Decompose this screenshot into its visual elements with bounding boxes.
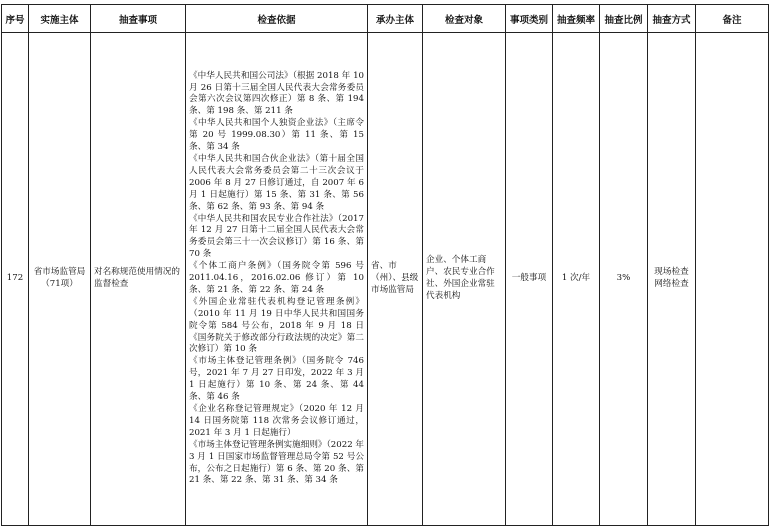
basis-entry: 《个体工商户条例》（国务院令第 596 号 2011.04.16，2016.02.06 修订）第 10 条、第 21 条、第 22 条、第 24 条 (189, 261, 364, 295)
cell-frequency: 1 次/年 (553, 33, 600, 526)
header-remark: 备注 (696, 5, 769, 33)
header-method: 抽查方式 (648, 5, 696, 33)
basis-entry: 《外国企业常驻代表机构登记管理条例》（2010 年 11 月 19 日中华人民共和国国务院令第 584 号公布，2018 年 9 月 18 日《国务院关于修改部分行政法规的决定》第二次修订）第 10 条 (189, 296, 364, 355)
cell-remark (696, 33, 769, 526)
basis-entry: 《中华人民共和国农民专业合作社法》（2017 年 12 月 27 日第十二届全国人民代表大会常务委员会第三十一次会议修订）第 16 条、第 70 条 (189, 213, 364, 260)
cell-item: 对名称规范使用情况的监督检查 (91, 33, 186, 526)
basis-entry: 《企业名称登记管理规定》（2020 年 12 月 14 日国务院第 118 次常务会议修订通过，2021 年 3 月 1 日起施行） (189, 404, 364, 438)
cell-category: 一般事项 (506, 33, 553, 526)
table-row (2, 33, 769, 526)
cell-target: 企业、个体工商户、农民专业合作社、外国企业常驻代表机构 (423, 33, 506, 526)
basis-entry: 《中华人民共和国合伙企业法》（第十届全国人民代表大会常务委员会第二十三次会议于 2006 年 8 月 27 日修订通过，自 2007 年 6 月 1 日起施行）第 15 条、第 31 条、第 56 条、第 62 条、第 93 条、第 94 条 (189, 153, 364, 212)
basis-entry: 《中华人民共和国个人独资企业法》（主席令第 20 号 1999.08.30）第 11 条、第 15 条、第 34 条 (189, 118, 364, 153)
header-category: 事项类别 (506, 5, 553, 33)
header-frequency: 抽查频率 (553, 5, 600, 33)
basis-entry: 《市场主体登记管理条例》（国务院令 746 号，2021 年 7 月 27 日印发，2022 年 3 月 1 日起施行）第 10 条、第 24 条、第 44 条、第 46 条 (189, 356, 364, 403)
cell-seq: 172 (2, 33, 29, 526)
header-item: 抽查事项 (91, 5, 186, 33)
header-handler: 承办主体 (368, 5, 423, 33)
header-basis: 检查依据 (186, 5, 368, 33)
header-target: 检查对象 (423, 5, 506, 33)
header-ratio: 抽查比例 (600, 5, 648, 33)
basis-entry: 《中华人民共和国公司法》（根据 2018 年 10 月 26 日第十三届全国人民代表大会常务委员会第六次会议第四次修正）第 8 条、第 194 条、第 198 条、第 211 条 (189, 70, 364, 117)
header-subject: 实施主体 (29, 5, 91, 33)
cell-basis (186, 33, 368, 526)
cell-handler: 省、市（州）、县级市场监管局 (368, 33, 423, 526)
inspection-table (1, 4, 769, 526)
cell-method: 现场检查 网络检查 (648, 33, 696, 526)
basis-entry: 《市场主体登记管理条例实施细则》（2022 年 3 月 1 日国家市场监督管理总局令第 52 号公布，公布之日起施行）第 6 条、第 20 条、第 21 条、第 22 条、第 31 条、第 34 条 (189, 439, 364, 486)
header-seq: 序号 (2, 5, 29, 33)
cell-subject: 省市场监管局（71项） (29, 33, 91, 526)
cell-ratio: 3% (600, 33, 648, 526)
header-row (2, 5, 769, 33)
